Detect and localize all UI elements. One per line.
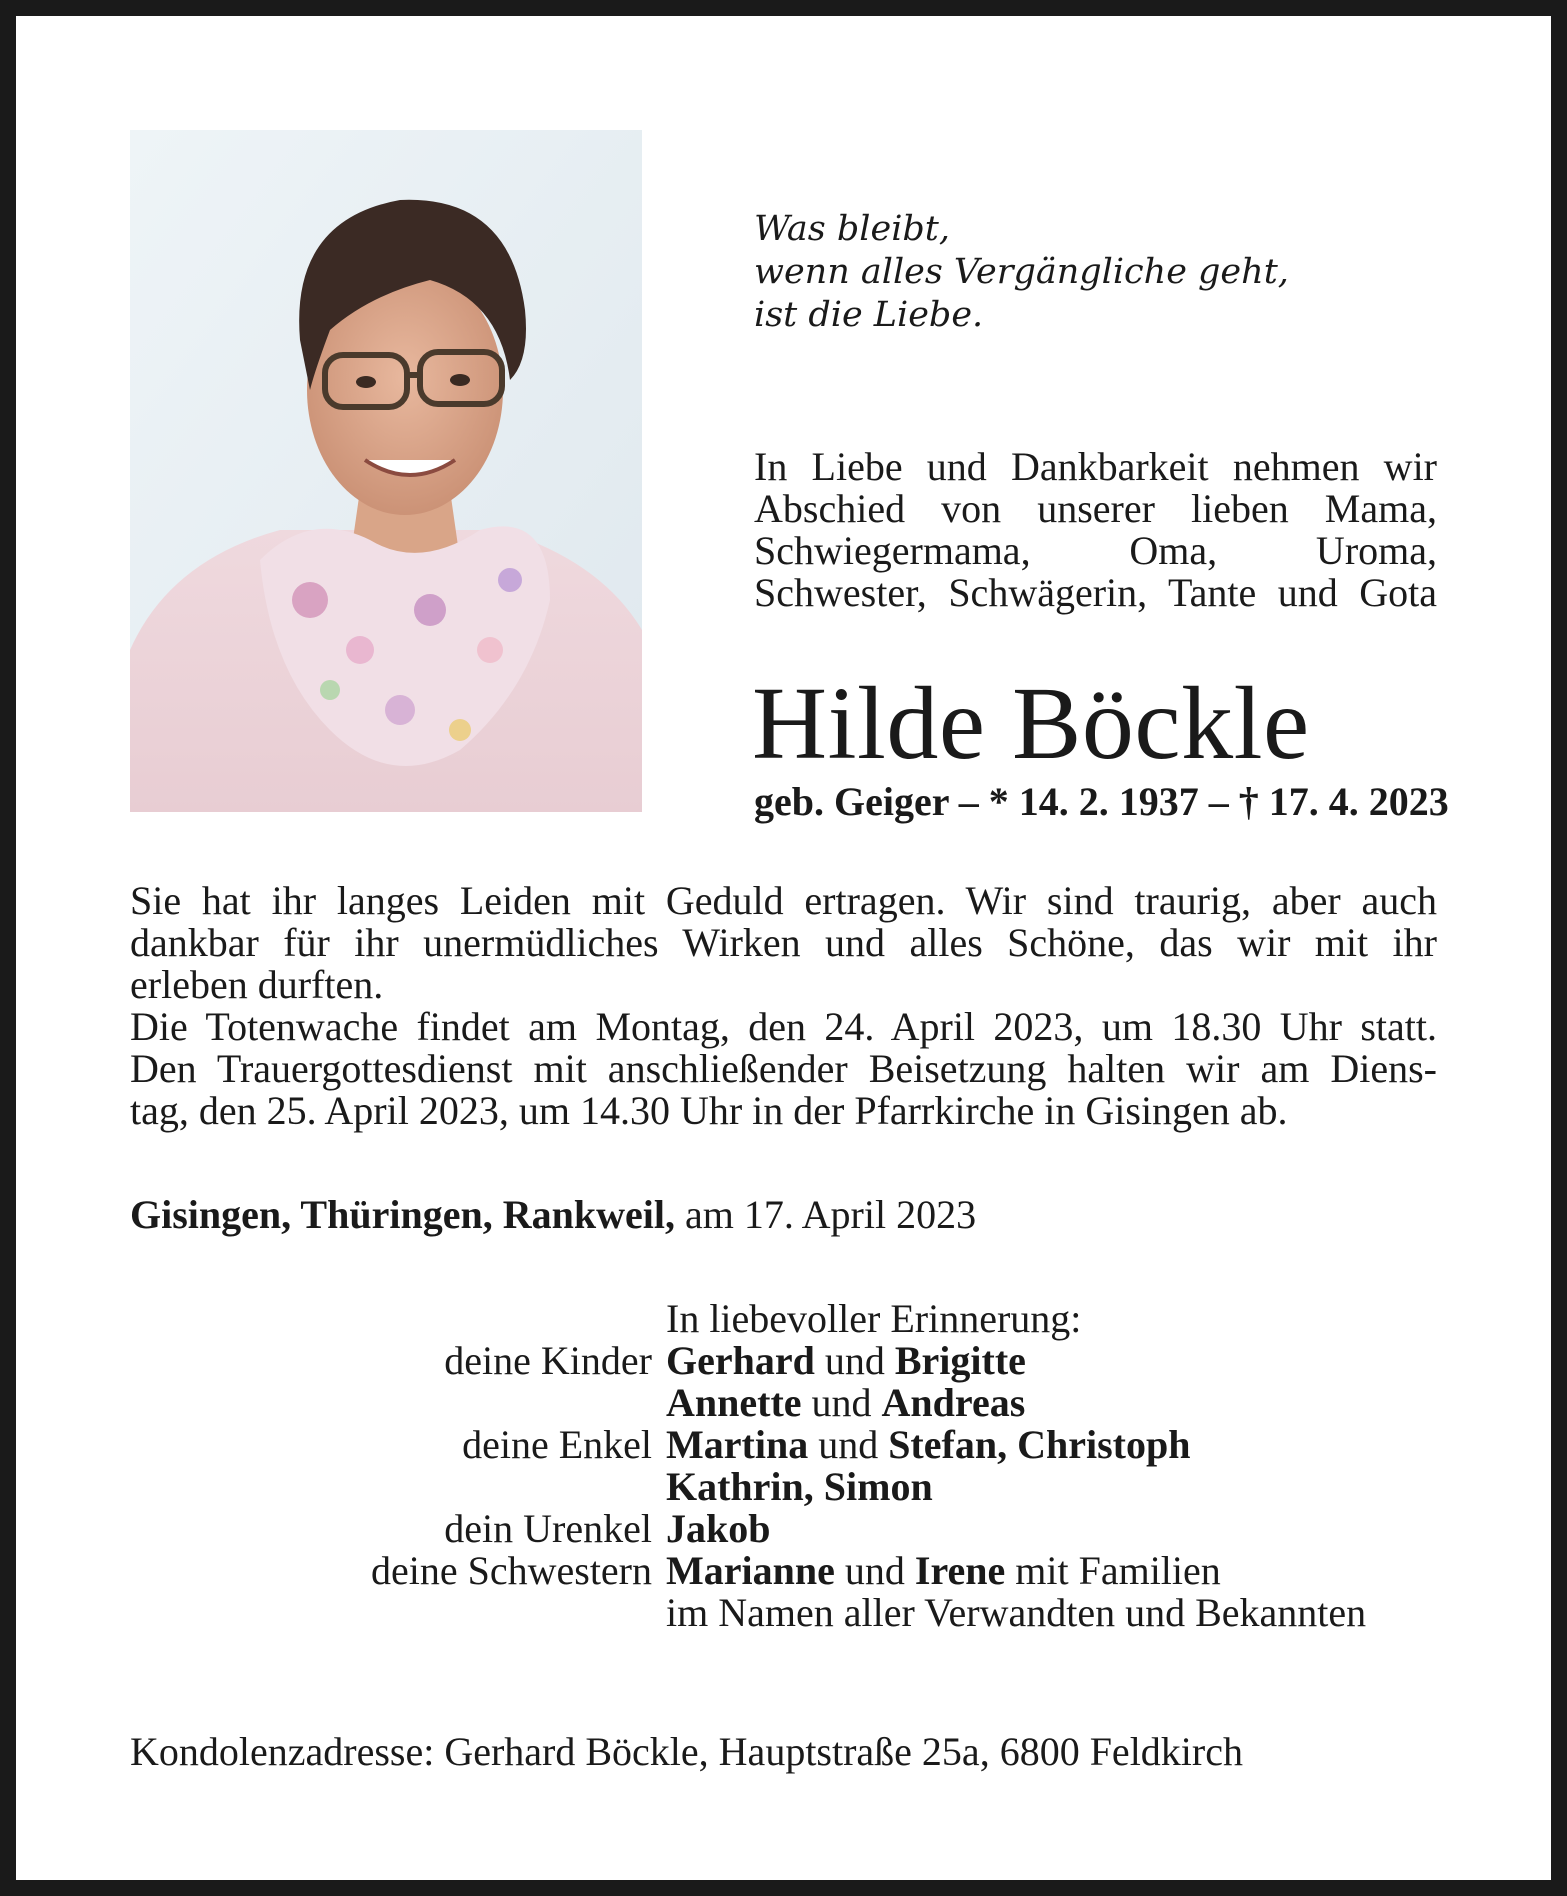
family-row	[0, 1550, 1567, 1592]
family-list	[0, 1298, 1567, 1634]
family-row	[0, 1382, 1567, 1424]
conjunction: und	[818, 1422, 879, 1467]
conjunction: und	[811, 1380, 872, 1425]
conjunction: und	[844, 1548, 905, 1593]
body-line: tag, den 25. April 2023, um 14.30 Uhr in der Pfarrkirche in Gisingen ab.	[130, 1088, 1288, 1133]
place-and-date	[130, 1193, 976, 1237]
family-name: Martina	[666, 1422, 809, 1467]
body-line: Die Totenwache findet am Montag, den 24. April 2023, um 18.30 Uhr statt.	[130, 1004, 1437, 1049]
family-suffix: im Namen aller Verwandten und Bekannten	[666, 1590, 1367, 1635]
family-names	[666, 1340, 1026, 1382]
family-name: Stefan, Christoph	[888, 1422, 1191, 1467]
intro-line: Schwiegermama, Oma, Uroma,	[754, 528, 1437, 573]
family-names	[666, 1424, 1190, 1466]
deceased-name: Hilde Böckle	[752, 666, 1310, 781]
family-names	[666, 1466, 933, 1508]
intro-line: Abschied von unserer lieben Mama,	[754, 486, 1437, 531]
quote-line: Was bleibt,	[754, 209, 950, 249]
family-name: Irene	[914, 1548, 1006, 1593]
family-heading-row	[0, 1298, 1567, 1340]
family-row	[0, 1466, 1567, 1508]
conjunction: und	[824, 1338, 885, 1383]
family-names	[666, 1592, 1366, 1634]
quote-line: wenn alles Vergängliche geht,	[754, 252, 1289, 292]
body-line: Sie hat ihr langes Leiden mit Geduld ertragen. Wir sind traurig, aber auch	[130, 878, 1437, 923]
family-names	[666, 1550, 1221, 1592]
farewell-intro	[754, 446, 1437, 614]
family-names	[666, 1508, 771, 1550]
body-line: erleben durften.	[130, 962, 384, 1007]
condolence-address: Kondolenzadresse: Gerhard Böckle, Hauptstraße 25a, 6800 Feldkirch	[130, 1729, 1243, 1774]
family-row	[0, 1508, 1567, 1550]
intro-line: Schwester, Schwägerin, Tante und Gota	[754, 570, 1437, 615]
family-row	[0, 1424, 1567, 1466]
relation-label: deine Kinder	[444, 1338, 652, 1383]
family-row	[0, 1340, 1567, 1382]
intro-line: In Liebe und Dankbarkeit nehmen wir	[754, 444, 1437, 489]
family-heading: In liebevoller Erinnerung:	[666, 1296, 1082, 1341]
family-name: Annette	[666, 1380, 802, 1425]
notice-body	[130, 880, 1437, 1132]
quote-line: ist die Liebe.	[754, 295, 984, 335]
family-suffix: mit Familien	[1015, 1548, 1221, 1593]
memorial-quote	[754, 208, 1454, 337]
body-line: Den Trauergottesdienst mit anschließender Beisetzung halten wir am Diens-	[130, 1046, 1437, 1091]
notice-date: am 17. April 2023	[684, 1192, 977, 1237]
relation-label: dein Urenkel	[444, 1506, 652, 1551]
relation-label: deine Enkel	[462, 1422, 652, 1467]
family-name: Marianne	[666, 1548, 835, 1593]
family-name: Jakob	[666, 1506, 771, 1551]
towns: Gisingen, Thüringen, Rankweil,	[130, 1192, 675, 1237]
portrait-illustration	[130, 130, 642, 812]
family-name: Kathrin, Simon	[666, 1464, 933, 1509]
family-name: Andreas	[881, 1380, 1026, 1425]
body-line: dankbar für ihr unermüdliches Wirken und alles Schöne, das wir mit ihr	[130, 920, 1437, 965]
family-name: Brigitte	[894, 1338, 1026, 1383]
family-names	[666, 1382, 1025, 1424]
family-name: Gerhard	[666, 1338, 815, 1383]
relation-label: deine Schwestern	[370, 1548, 652, 1593]
portrait-photo	[130, 130, 642, 812]
family-row	[0, 1592, 1567, 1634]
deceased-dates: geb. Geiger – * 14. 2. 1937 – † 17. 4. 2023	[754, 779, 1449, 824]
